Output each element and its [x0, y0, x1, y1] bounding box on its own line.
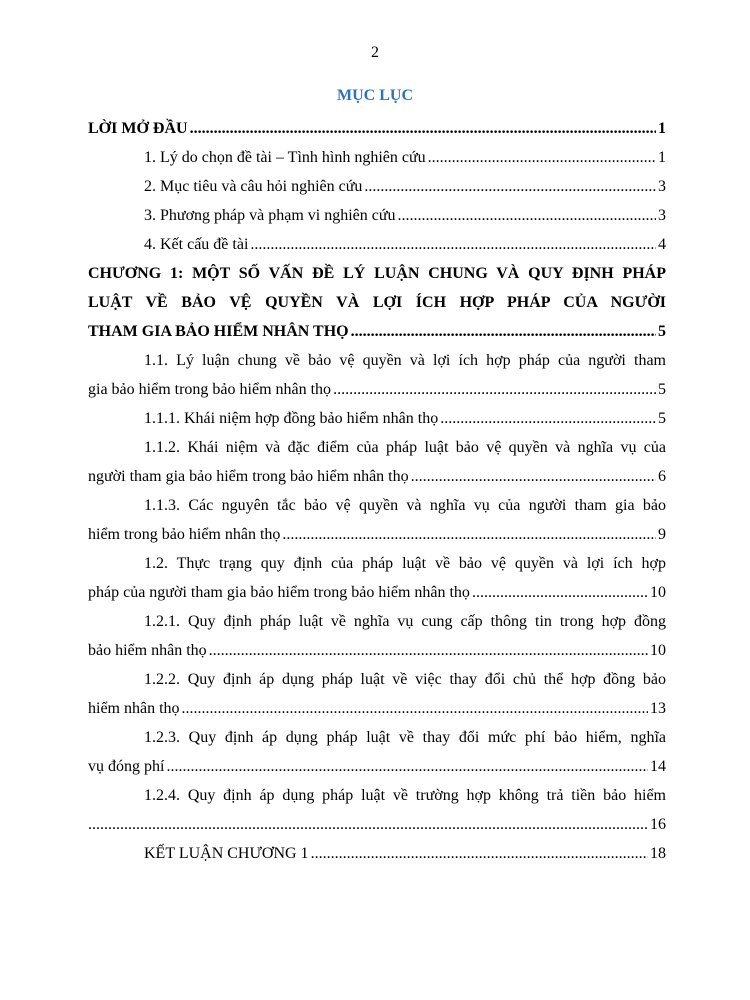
toc-row [88, 578, 666, 607]
dot-leader [209, 636, 648, 665]
toc-entry[interactable] [88, 143, 666, 172]
toc-entry-line: 1.2.3. Quy định áp dụng pháp luật về thay đổi mức phí bảo hiểm, nghĩa [144, 729, 666, 746]
toc-entry-page: 6 [658, 468, 666, 485]
toc-entry-page: 5 [658, 410, 666, 427]
toc-entry-label: bảo hiểm nhân thọ [88, 642, 207, 659]
toc-entry-label: người tham gia bảo hiểm trong bảo hiểm nhân thọ [88, 468, 409, 485]
dot-leader [472, 578, 648, 607]
toc-entry[interactable] [88, 201, 666, 230]
dot-leader [88, 810, 648, 839]
toc-entry-page: 9 [658, 526, 666, 543]
dot-leader [398, 201, 656, 230]
toc-entry-label: vụ đóng phí [88, 758, 165, 775]
toc-entry-label: 2. Mục tiêu và câu hỏi nghiên cứu [144, 178, 363, 195]
toc-entry-label: 4. Kết cấu đề tài [144, 236, 249, 253]
toc-entry-line: CHƯƠNG 1: MỘT SỐ VẤN ĐỀ LÝ LUẬN CHUNG VÀ QUY ĐỊNH PHÁP [88, 265, 666, 282]
toc-entry-page: 3 [658, 207, 666, 224]
toc-row [88, 404, 666, 433]
toc-entry-line: 1.2.1. Quy định pháp luật về nghĩa vụ cung cấp thông tin trong hợp đồng [144, 613, 666, 630]
toc-entry[interactable] [88, 230, 666, 259]
toc-entry-page: 1 [658, 149, 666, 166]
toc-title: MỤC LỤC [337, 87, 413, 104]
toc-entry-line: 1.1.3. Các nguyên tắc bảo vệ quyền và nghĩa vụ của người tham gia bảo [144, 497, 666, 514]
dot-leader [411, 462, 656, 491]
toc-entry[interactable] [88, 114, 666, 143]
table-of-contents [88, 114, 666, 868]
toc-entry-page: 13 [650, 700, 666, 717]
dot-leader [182, 694, 648, 723]
toc-entry-line: 1.1.2. Khái niệm và đặc điểm của pháp luật bảo vệ quyền và nghĩa vụ của [144, 439, 666, 456]
toc-row [88, 230, 666, 259]
page-number: 2 [371, 44, 379, 61]
toc-entry-line: 1.2. Thực trạng quy định của pháp luật về bảo vệ quyền và lợi ích hợp [144, 555, 666, 572]
toc-entry-line: 1.2.2. Quy định áp dụng pháp luật về việc thay đổi chủ thể hợp đồng bảo [144, 671, 666, 688]
toc-entry-label: KẾT LUẬN CHƯƠNG 1 [144, 845, 309, 862]
dot-leader [351, 317, 656, 346]
toc-entry-page: 16 [650, 816, 666, 833]
dot-leader [166, 752, 648, 781]
toc-entry-page: 1 [658, 120, 666, 137]
toc-row [88, 143, 666, 172]
toc-entry[interactable] [88, 172, 666, 201]
toc-row [88, 462, 666, 491]
dot-leader [190, 114, 656, 143]
toc-entry[interactable] [88, 665, 666, 723]
toc-entry-page: 18 [650, 845, 666, 862]
dot-leader [428, 143, 656, 172]
toc-entry[interactable] [88, 839, 666, 868]
toc-entry-label: 1.1.1. Khái niệm hợp đồng bảo hiểm nhân thọ [144, 410, 439, 427]
toc-entry[interactable] [88, 433, 666, 491]
toc-entry-page: 14 [650, 758, 666, 775]
toc-entry-label: LỜI MỞ ĐẦU [88, 120, 188, 137]
toc-entry-line: LUẬT VỀ BẢO VỆ QUYỀN VÀ LỢI ÍCH HỢP PHÁP CỦA NGƯỜI [88, 294, 666, 311]
toc-row [88, 201, 666, 230]
toc-entry-label: THAM GIA BẢO HIỂM NHÂN THỌ [88, 323, 349, 340]
toc-entry-label: hiểm trong bảo hiểm nhân thọ [88, 526, 281, 543]
toc-entry-label: 3. Phương pháp và phạm vi nghiên cứu [144, 207, 396, 224]
toc-entry-page: 5 [658, 323, 666, 340]
toc-entry-page: 10 [650, 584, 666, 601]
toc-entry-label: 1. Lý do chọn đề tài – Tình hình nghiên cứu [144, 149, 426, 166]
toc-row [88, 752, 666, 781]
toc-entry[interactable] [88, 491, 666, 549]
toc-row [88, 694, 666, 723]
toc-entry-page: 4 [658, 236, 666, 253]
dot-leader [250, 230, 656, 259]
dot-leader [333, 375, 656, 404]
toc-entry-chapter[interactable] [88, 259, 666, 346]
toc-entry-label: hiểm nhân thọ [88, 700, 180, 717]
toc-row [88, 636, 666, 665]
toc-row [88, 114, 666, 143]
toc-entry[interactable] [88, 549, 666, 607]
toc-entry-page: 3 [658, 178, 666, 195]
toc-entry-page: 10 [650, 642, 666, 659]
dot-leader [282, 520, 656, 549]
toc-entry[interactable] [88, 346, 666, 404]
toc-entry[interactable] [88, 607, 666, 665]
toc-row [88, 839, 666, 868]
toc-row [88, 317, 666, 346]
toc-row [88, 375, 666, 404]
toc-entry[interactable] [88, 404, 666, 433]
toc-row [88, 520, 666, 549]
toc-row [88, 172, 666, 201]
toc-entry[interactable] [88, 723, 666, 781]
dot-leader [364, 172, 656, 201]
toc-entry-line: 1.1. Lý luận chung về bảo vệ quyền và lợi ích hợp pháp của người tham [144, 352, 666, 369]
toc-entry-label: pháp của người tham gia bảo hiểm trong bảo hiểm nhân thọ [88, 584, 470, 601]
toc-entry-line: 1.2.4. Quy định áp dụng pháp luật về trường hợp không trả tiền bảo hiểm [144, 787, 666, 804]
toc-entry[interactable] [88, 781, 666, 839]
toc-entry-page: 5 [658, 381, 666, 398]
dot-leader [440, 404, 656, 433]
toc-row [88, 810, 666, 839]
toc-entry-label: gia bảo hiểm trong bảo hiểm nhân thọ [88, 381, 332, 398]
dot-leader [311, 839, 648, 868]
